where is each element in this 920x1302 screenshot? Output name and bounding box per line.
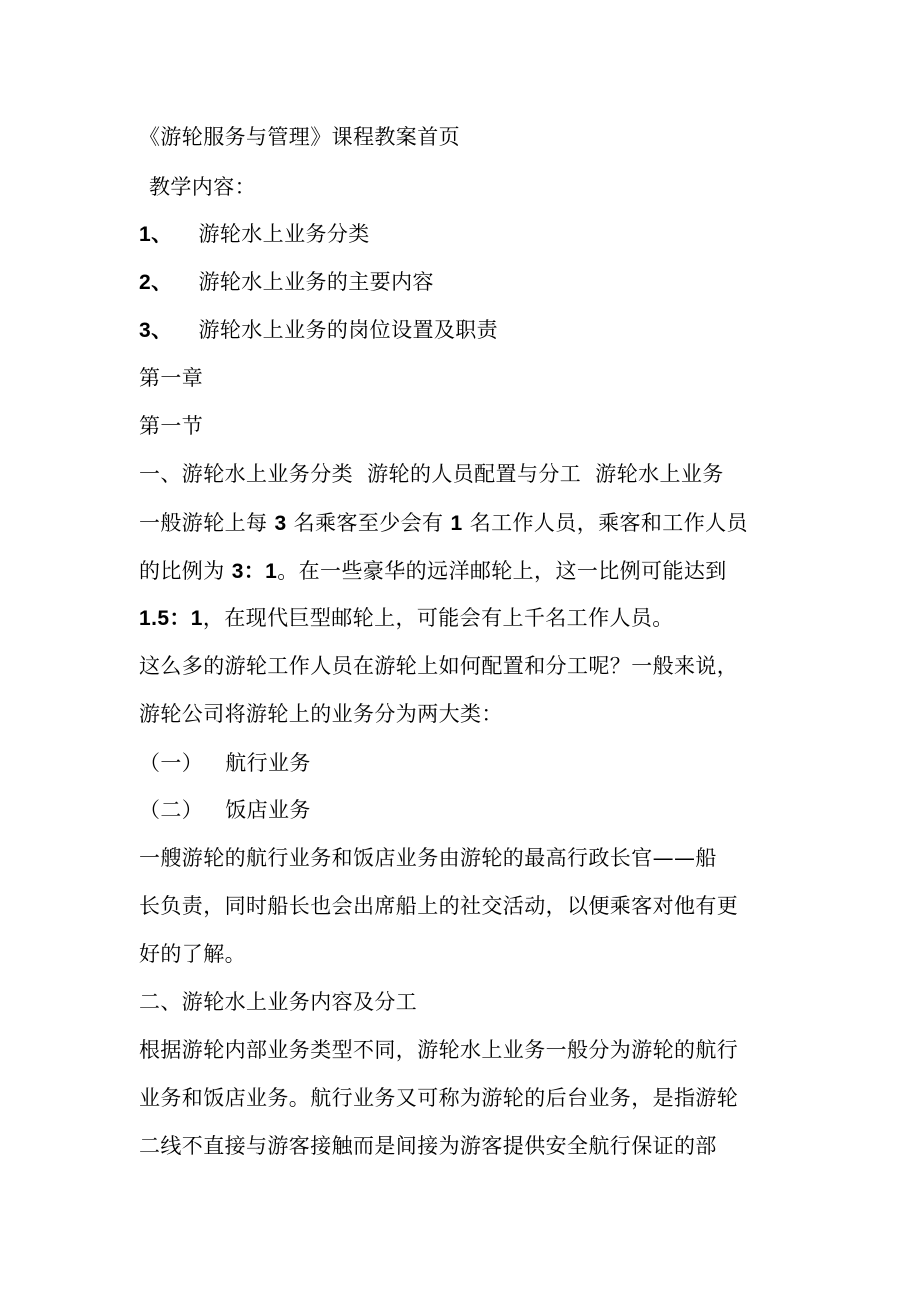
chapter-heading (139, 365, 203, 391)
chapter-heading-text: 第一章 (139, 366, 204, 390)
category-number: （二） (139, 798, 204, 822)
text-run: 名乘客至少会有 (286, 511, 451, 535)
document-title-text: 《游轮服务与管理》课程教案首页 (139, 125, 460, 149)
category-number: （一） (139, 751, 204, 775)
section-heading (139, 413, 203, 439)
paragraph-4-line-3 (139, 1133, 717, 1159)
list-item-number: 3、 (139, 319, 173, 342)
paragraph-2-line-1 (139, 653, 738, 679)
number-run: 3 (274, 512, 287, 535)
category-text: 饭店业务 (225, 798, 311, 822)
list-item-number: 2、 (139, 271, 173, 294)
teaching-content-label (139, 174, 256, 200)
text-run: 名工作人员，乘客和工作人员 (462, 511, 748, 535)
category-item (139, 797, 311, 823)
text-run: 游轮公司将游轮上的业务分为两大类： (139, 702, 503, 726)
list-item-text: 游轮水上业务分类 (198, 222, 370, 246)
list-item (139, 317, 498, 344)
paragraph-1-line-1 (139, 510, 748, 537)
paragraph-2-line-2 (139, 701, 503, 727)
list-item (139, 269, 434, 296)
list-item-text: 游轮水上业务的岗位设置及职责 (198, 318, 499, 342)
text-run: 根据游轮内部业务类型不同，游轮水上业务一般分为游轮的航行 (139, 1038, 739, 1062)
list-item-number: 1、 (139, 223, 173, 246)
paragraph-3-line-1 (139, 845, 717, 871)
text-run: 长负责，同时船长也会出席船上的社交活动，以便乘客对他有更 (139, 894, 739, 918)
number-run: 1 (450, 512, 463, 535)
heading-two (139, 989, 417, 1015)
section-heading-text: 第一节 (139, 414, 204, 438)
document-title (139, 124, 460, 150)
heading-one-text: 一、游轮水上业务分类 游轮的人员配置与分工 游轮水上业务 (139, 462, 724, 486)
heading-two-text: 二、游轮水上业务内容及分工 (139, 990, 418, 1014)
text-run: 。在一些豪华的远洋邮轮上，这一比例可能达到 (277, 559, 727, 583)
text-run: 一艘游轮的航行业务和饭店业务由游轮的最高行政长官——船 (139, 846, 717, 870)
paragraph-1-line-3 (139, 605, 674, 632)
text-run: 业务和饭店业务。航行业务又可称为游轮的后台业务，是指游轮 (139, 1086, 739, 1110)
paragraph-4-line-1 (139, 1037, 738, 1063)
paragraph-1-line-2 (139, 558, 727, 585)
list-item (139, 221, 370, 248)
paragraph-4-line-2 (139, 1085, 738, 1111)
text-run: 好的了解。 (139, 942, 246, 966)
text-run: 一般游轮上每 (139, 511, 275, 535)
text-run: ，在现代巨型邮轮上，可能会有上千名工作人员。 (202, 606, 674, 630)
list-item-text: 游轮水上业务的主要内容 (198, 270, 434, 294)
text-run: 的比例为 (139, 559, 232, 583)
category-text: 航行业务 (225, 751, 311, 775)
number-run: 3：1 (231, 560, 278, 583)
text-run: 这么多的游轮工作人员在游轮上如何配置和分工呢？一般来说， (139, 654, 739, 678)
text-run: 二线不直接与游客接触而是间接为游客提供安全航行保证的部 (139, 1134, 717, 1158)
category-item (139, 750, 311, 776)
teaching-content-label-text: 教学内容： (149, 175, 256, 199)
paragraph-3-line-3 (139, 941, 246, 967)
number-run: 1.5：1 (139, 607, 203, 630)
heading-one (139, 461, 724, 487)
paragraph-3-line-2 (139, 893, 738, 919)
